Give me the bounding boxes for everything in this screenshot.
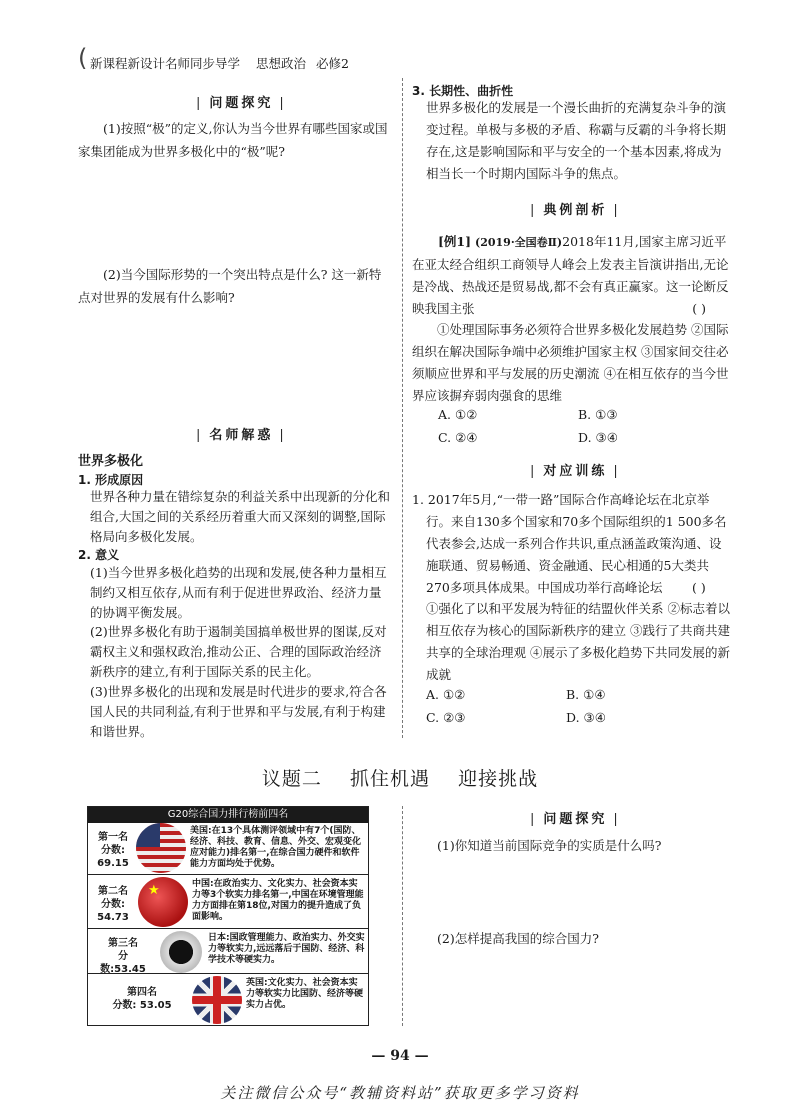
practice-question: 1. 2017年5月,“一带一路”国际合作高峰论坛在北京举行。来自130多个国家和70多个国际组织的1 500多名代表参会,达成一系列合作共识,重点涵盖政策沟通、设施联通、贸易畅通、资金融通、民心相通的5大类共270多项具体成果。中国成功举行高峰论坛 ( ) [412,492,727,595]
practice-option-b[interactable]: B. ①④ [566,687,606,702]
subsection-2-p3: (3)世界多极化的出现和发展是时代进步的要求,符合各国人民的共同利益,有利于世界和平与发展,有利于构建和谐世界。 [90,684,387,739]
section-label-example [530,199,621,218]
rank-row-1 [88,823,368,874]
section-label-explain [196,424,287,443]
rank-row-4 [88,973,368,1025]
japan-flag-icon [160,931,202,973]
example-option-b[interactable]: B. ①③ [578,407,618,422]
inquiry2-label-text: 问题探究 [543,812,608,827]
page-number: — 94 — [371,1048,429,1064]
practice-options [426,683,706,729]
subsection-3-title: 3. 长期性、曲折性 [412,84,514,98]
rank-3-desc: 日本:国政管理能力、政治实力、外交实力等软实力,远远落后于国防、经济、科学技术等硬实力。 [208,933,365,965]
subsection-1-text: 世界各种力量在错综复杂的利益关系中出现新的分化和组合,大国之间的关系经历着重大而又深刻的调整,国际格局向多极化发展。 [90,489,391,544]
example-text: 2018年11月,国家主席习近平在亚太经合组织工商领导人峰会上发表主旨演讲指出,无论是冷战、热战还是贸易战,都不会有真正赢家。这一论断反映我国主张 [412,234,729,316]
example-option-d[interactable]: D. ③④ [578,430,618,445]
topic2-question-2: (2)怎样提高我国的综合国力? [437,931,599,946]
rank-2-label [90,885,136,924]
example-tag: [例1] [438,234,472,249]
uk-flag-icon [192,976,242,1024]
rank-1-label [90,831,136,870]
section-label-practice [530,460,621,479]
rank-1-desc: 美国:在13个具体测评领域中有7个(国防、经济、科技、教育、信息、外交、宏观变化应对能力)排名第一,在综合国力硬件和软件能力方面均处于优势。 [190,826,362,869]
rank-4-rank: 第四名 [127,987,157,998]
example-items: ①处理国际事务必须符合世界多极化发展趋势 ②国际组织在解决国际争端中必须维护国家主权 ③国家间交往必须顺应世界和平与发展的历史潮流 ④在相互依存的当今世界应该摒弃弱肉强食的思维 [412,322,729,403]
section-label-inquiry [196,92,287,111]
explain-label-text: 名师解惑 [209,428,274,443]
rank-row-3 [88,928,368,973]
practice-text: 1. 2017年5月,“一带一路”国际合作高峰论坛在北京举行。来自130多个国家和70多个国际组织的1 500多名代表参会,达成一系列合作共识,重点涵盖政策沟通、设施联通、贸易畅通、资金融通、民心相通的5大类共270多项具体成果。中国成功举行高峰论坛 [412,492,727,595]
practice-items: ①强化了以和平发展为特征的结盟伙伴关系 ②标志着以相互依存为核心的国际新秩序的建立 ③践行了共商共建共享的全球治理观 ④展示了多极化趋势下共同发展的新成就 [426,601,730,682]
rank-row-2 [88,874,368,928]
column-divider-bottom [402,806,403,1026]
header-volume: 必修2 [316,56,349,71]
rank-2-score: 54.73 [97,912,129,923]
question-1: (1)按照“极”的定义,你认为当今世界有哪些国家或国家集团能成为世界多极化中的“极”呢? [78,121,388,159]
example-label-text: 典例剖析 [543,203,608,218]
practice-option-c[interactable]: C. ②③ [426,710,466,725]
example-question [412,231,730,320]
rank-4-score: 53.05 [139,1000,172,1011]
inquiry-label-text: 问题探究 [209,96,274,111]
rank-4-score-label: 分数: [112,1000,137,1011]
header-subject: 思想政治 [256,56,307,71]
subsection-3-text: 世界多极化的发展是一个漫长曲折的充满复杂斗争的演变过程。单极与多极的矛盾、称霸与反霸的斗争将长期存在,这是影响国际和平与安全的一个基本因素,将成为相当长一个时期内国际斗争的焦点。 [426,100,727,181]
example-source: (2019·全国卷Ⅱ) [475,236,563,249]
subsection-1-title: 1. 形成原因 [78,473,144,487]
question-2: (2)当今国际形势的一个突出特点是什么? 这一新特点对世界的发展有什么影响? [78,267,382,305]
rank-3-score-label: 分数: [100,951,128,975]
column-divider-top [402,78,403,738]
rank-4-score-line [102,999,182,1012]
topic2-question-1: (1)你知道当前国际竞争的实质是什么吗? [437,838,662,853]
rank-1-rank: 第一名 [98,832,128,843]
rank-4-label [102,986,182,1012]
header-book-title: 新课程新设计名师同步导学 [90,56,241,71]
practice-label-text: 对应训练 [543,464,608,479]
rank-1-score: 69.15 [97,858,129,869]
rank-3-score: 53.45 [114,964,146,975]
subsection-2-p1: (1)当今世界多极化趋势的出现和发展,使各种力量相互制约又相互依存,从而有利于促进世界政治、经济力量的协调平衡发展。 [90,565,387,620]
infographic-title: G20综合国力排行榜前四名 [88,807,368,823]
example-answer-paren: ( ) [692,301,706,316]
example-option-c[interactable]: C. ②④ [438,430,478,445]
subsection-2-title: 2. 意义 [78,548,120,562]
header-bracket: ( [78,44,88,72]
page-header [78,44,718,76]
example-options [438,403,718,449]
subsection-2-p2: (2)世界多极化有助于遏制美国搞单极世界的图谋,反对霸权主义和强权政治,推动公正、合理的国际政治经济新秩序的建立,有利于国际关系的民主化。 [90,624,387,679]
rank-4-desc: 英国:文化实力、社会资本实力等软实力比国防、经济等硬实力占优。 [246,978,364,1010]
promo-handwritten: 关注微信公众号“教辅资料站”获取更多学习资料 [220,1084,580,1102]
topic-title: 世界多极化 [78,454,144,469]
rank-2-desc: 中国:在政治实力、文化实力、社会资本实力等3个软实力排名第一,中国在环境管理能力方面排在第18位,对国力的提升造成了负面影响。 [192,879,364,922]
practice-option-d[interactable]: D. ③④ [566,710,606,725]
rank-3-label [100,937,146,976]
rank-2-rank: 第二名 [98,886,128,897]
example-option-a[interactable]: A. ①② [438,407,478,422]
usa-flag-icon [136,823,186,873]
rank-2-score-label: 分数: [101,899,125,910]
china-flag-icon: ★ [138,877,188,927]
topic2-title: 议题二 抓住机遇 迎接挑战 [261,768,539,790]
rank-3-rank: 第三名 [108,938,138,949]
g20-ranking-infographic [87,806,369,1026]
section-label-inquiry-2 [530,808,621,827]
practice-option-a[interactable]: A. ①② [426,687,466,702]
rank-1-score-label: 分数: [101,845,125,856]
